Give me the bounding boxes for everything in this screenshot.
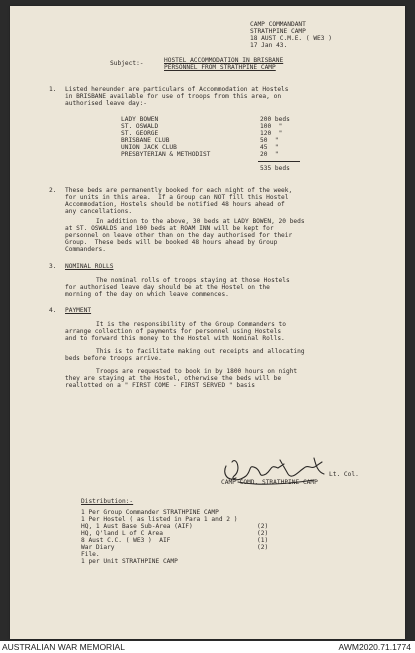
hostel-name: ST. OSWALD xyxy=(121,123,159,130)
para2-number: 2. xyxy=(49,187,57,194)
hostel-beds: 100 " xyxy=(260,123,283,130)
distribution-item: HQ, Q'land L of C Area xyxy=(81,530,163,537)
para4-line: reallotted on a " FIRST COME - FIRST SERVED " basis xyxy=(65,382,255,389)
para1-line: Listed hereunder are particulars of Accommodation at Hostels xyxy=(65,86,289,93)
para2-line: any cancellations. xyxy=(65,208,133,215)
para4-heading: PAYMENT xyxy=(65,307,92,314)
para2-line: These beds are permanently booked for each night of the week, xyxy=(65,187,293,194)
subject-line-1: HOSTEL ACCOMMODATION IN BRISBANE xyxy=(164,57,284,64)
para4-line: they are staying at the Hostel, otherwise the beds will be xyxy=(65,375,282,382)
footer-accession-number: AWM2020.71.1774 xyxy=(338,642,411,652)
distribution-qty: (2) xyxy=(257,523,269,530)
distribution-qty: (2) xyxy=(257,544,269,551)
distribution-item: 1 per Unit STRATHPINE CAMP xyxy=(81,558,178,565)
para3-number: 3. xyxy=(49,263,57,270)
footer-institution: AUSTRALIAN WAR MEMORIAL xyxy=(2,642,125,652)
para4-line: It is the responsibility of the Group Commanders to xyxy=(96,321,286,328)
distribution-qty: (1) xyxy=(257,537,269,544)
hostel-beds: 45 " xyxy=(260,144,279,151)
para4-line: and to forward this money to the Hostel with Nominal Rolls. xyxy=(65,335,285,342)
para2-line: for units in this area. If a Group can NOT fill this Hostel xyxy=(65,194,289,201)
hostel-beds: 200 beds xyxy=(260,116,290,123)
header-line-4: 17 Jan 43. xyxy=(250,42,288,49)
para1-number: 1. xyxy=(49,86,57,93)
distribution-item: HQ, 1 Aust Base Sub-Area (AIF) xyxy=(81,523,193,530)
para3-line: morning of the day on which leave commences. xyxy=(65,291,229,298)
para4-line: Troops are requested to book in by 1800 hours on night xyxy=(96,368,298,375)
para3-line: The nominal rolls of troops staying at those Hostels xyxy=(96,277,290,284)
distribution-item: 1 Per Hostel ( as listed in Para 1 and 2 ) xyxy=(81,516,238,523)
hostel-name: PRESBYTERIAN & METHODIST xyxy=(121,151,211,158)
hostel-name: UNION JACK CLUB xyxy=(121,144,177,151)
subject-line-2: PERSONNEL FROM STRATHPINE CAMP xyxy=(164,64,276,71)
signature-rank: Lt. Col. xyxy=(329,471,359,478)
hostel-name: BRISBANE CLUB xyxy=(121,137,170,144)
para4-line: This is to facilitate making out receipts and allocating xyxy=(96,348,305,355)
hostel-beds: 50 " xyxy=(260,137,279,144)
subject-label: Subject:- xyxy=(110,60,144,67)
para2-line: Commanders. xyxy=(65,246,106,253)
para1-line: in BRISBANE available for use of troops from this area, on xyxy=(65,93,282,100)
header-line-2: STRATHPINE CAMP xyxy=(250,28,306,35)
para2-line: In addition to the above, 30 beds at LADY BOWEN, 20 beds xyxy=(96,218,305,225)
hostel-name: ST. GEORGE xyxy=(121,130,159,137)
distribution-item: 1 Per Group Commander STRATHPINE CAMP xyxy=(81,509,219,516)
para4-line: beds before troops arrive. xyxy=(65,355,162,362)
archive-footer xyxy=(0,641,415,653)
distribution-item: File. xyxy=(81,551,100,558)
para2-line: Group. These beds will be booked 48 hours ahead by Group xyxy=(65,239,278,246)
para3-heading: NOMINAL ROLLS xyxy=(65,263,114,270)
signature-title: CAMP COMD. STRATHPINE CAMP xyxy=(221,479,318,486)
header-line-3: 18 AUST C.M.E. ( WE3 ) xyxy=(250,35,332,42)
letter-page xyxy=(10,6,405,639)
para1-line: authorised leave day:- xyxy=(65,100,147,107)
distribution-heading: Distribution:- xyxy=(81,498,134,505)
distribution-qty: (2) xyxy=(257,530,269,537)
para3-line: for authorised leave day should be at the Hostel on the xyxy=(65,284,270,291)
para4-number: 4. xyxy=(49,307,57,314)
hostel-beds: 20 " xyxy=(260,151,279,158)
para2-line: at ST. OSWALDS and 100 beds at ROAM INN will be kept for xyxy=(65,225,274,232)
distribution-item: 8 Aust C.C. ( WE3 ) AIF xyxy=(81,537,171,544)
para2-line: Accommodation, Hostels should be notified 48 hours ahead of xyxy=(65,201,285,208)
header-line-1: CAMP COMMANDANT xyxy=(250,21,306,28)
hostel-name: LADY BOWEN xyxy=(121,116,159,123)
distribution-item: War Diary xyxy=(81,544,115,551)
para4-line: arrange collection of payments for personnel using Hostels xyxy=(65,328,282,335)
hostel-beds: 120 " xyxy=(260,130,283,137)
para2-line: personnel on leave other than on the day authorised for their xyxy=(65,232,293,239)
total-beds: 535 beds xyxy=(260,165,290,172)
total-rule xyxy=(258,161,300,162)
